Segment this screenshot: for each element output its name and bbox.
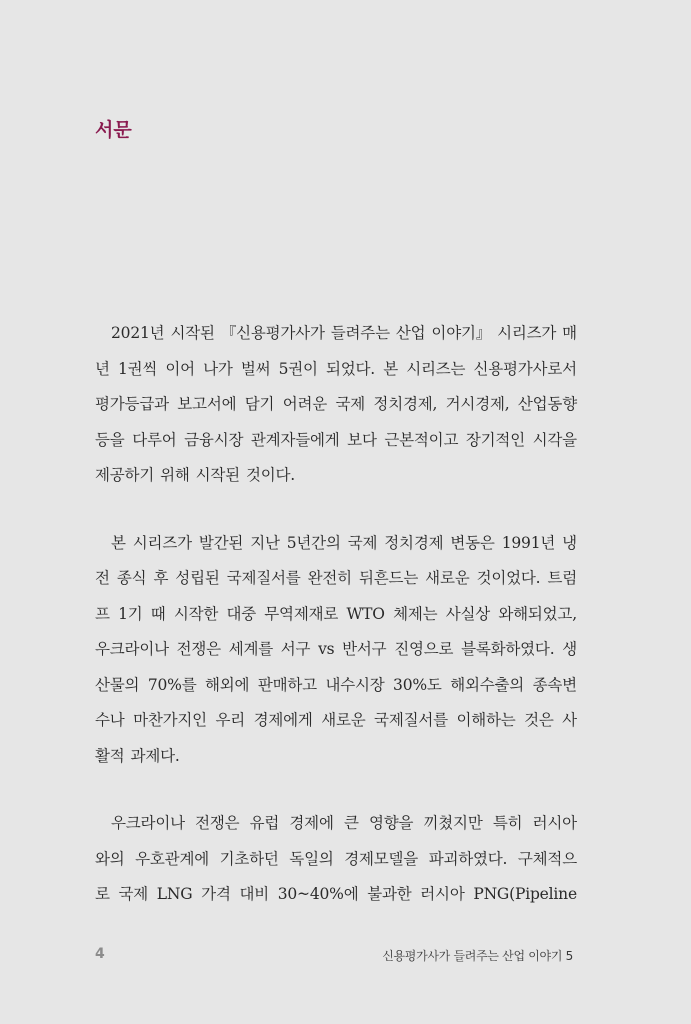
word: 것은: [524, 711, 554, 729]
word: 성립된: [175, 569, 220, 587]
word: 벌써: [240, 359, 271, 378]
word: 큰: [343, 814, 359, 832]
word: 트럼: [547, 569, 577, 587]
word: 관계자들에게: [250, 430, 340, 449]
word: 평가등급과: [95, 395, 169, 413]
word: 생: [562, 640, 577, 658]
word: 이해하는: [456, 711, 516, 729]
word: PNG(Pipeline: [473, 885, 577, 903]
text-line: [95, 877, 577, 913]
chapter-title: 서문: [95, 119, 132, 141]
word: 시리즈가: [132, 533, 192, 552]
word: 마찬가지인: [133, 711, 207, 729]
word: 후: [153, 569, 169, 587]
word: 들려주는: [330, 324, 390, 342]
word: 1991년: [501, 533, 556, 552]
word: 불과한: [367, 885, 412, 903]
word: 수나: [95, 711, 125, 729]
word: 시작한: [173, 604, 219, 623]
text-line: [95, 668, 577, 704]
word: 시작된: [170, 324, 215, 342]
word: 프: [95, 604, 110, 623]
word: 우리: [215, 711, 246, 729]
text-line: [95, 316, 577, 352]
word: 영향을: [368, 814, 414, 832]
text-line: [95, 632, 577, 668]
text-line: [95, 423, 577, 459]
word: 경제에: [289, 814, 334, 832]
word: 우호관계에: [135, 849, 210, 868]
word: 신용평가사로서: [473, 359, 577, 378]
word: 새로운: [321, 711, 366, 729]
word: 정치경제: [384, 533, 444, 552]
word: 5년간의: [286, 533, 341, 552]
word: 나가: [203, 359, 233, 378]
word: 끼쳤지만: [423, 814, 483, 832]
word: 시리즈는: [406, 359, 466, 378]
word: 종속변: [532, 675, 577, 694]
word: 체제는: [393, 604, 438, 623]
word: 국제질서를: [374, 711, 448, 729]
word: 대비: [239, 885, 269, 903]
word: 담기: [244, 395, 275, 413]
word: 산업동향: [517, 395, 577, 413]
text-line: [95, 739, 577, 775]
word: 변동은: [450, 533, 495, 552]
word: 국제질서를: [226, 569, 301, 587]
word: 것이다.: [245, 466, 296, 484]
word: 위해: [160, 466, 190, 484]
word: 우크라이나: [95, 640, 169, 658]
word: 거시경제,: [445, 395, 510, 413]
word: 러시아: [420, 885, 465, 903]
text-line: [95, 387, 577, 423]
text-line: [95, 597, 577, 633]
word: vs: [318, 640, 335, 658]
word: 장기적인: [465, 430, 525, 449]
word: 완전히: [307, 569, 352, 587]
word: 국제: [335, 395, 366, 413]
word: 독일의: [289, 849, 334, 868]
word: 대중: [226, 604, 256, 623]
word: 정치경제,: [373, 395, 438, 413]
word: 시각을: [532, 430, 577, 449]
word: 되었다.: [325, 359, 376, 378]
page-number: 4: [95, 946, 105, 962]
word: 산물의: [95, 675, 140, 694]
word: 본: [383, 359, 398, 378]
paragraph-2: [95, 526, 577, 775]
word: 『신용평가사가: [220, 324, 325, 342]
word: 30%도: [393, 675, 442, 694]
word: 세계를: [228, 640, 274, 658]
word: 판매하고: [257, 675, 317, 694]
word: 무역제재로: [264, 604, 339, 623]
word: WTO: [346, 604, 385, 623]
word: 전: [95, 569, 110, 587]
word: 경제모델을: [344, 849, 419, 868]
word: 발간된: [198, 533, 244, 552]
word: 다루어: [132, 430, 177, 449]
word: 로: [95, 885, 110, 903]
word: 근본적이고: [384, 430, 459, 449]
word: 산업: [395, 324, 426, 342]
word: 과제다.: [130, 746, 180, 765]
text-line: [95, 458, 577, 494]
word: 냉: [562, 533, 577, 552]
word: 년: [95, 359, 110, 378]
word: 해외에: [204, 675, 250, 694]
word: 반서구: [342, 640, 387, 658]
word: 해외수출의: [450, 675, 525, 694]
running-footer-title: 신용평가사가 들려주는 산업 이야기 5: [382, 949, 573, 963]
word: 특히: [492, 814, 523, 832]
word: 등을: [95, 430, 125, 449]
word: 파괴하였다.: [428, 849, 508, 868]
word: 진영으로: [394, 640, 454, 658]
text-line: [95, 352, 577, 388]
paragraph-1: [95, 316, 577, 494]
word: 사실상: [445, 604, 491, 623]
word: 금융시장: [184, 430, 244, 449]
word: 30~40%에: [277, 885, 359, 903]
word: 때: [150, 604, 166, 623]
word: 시작된: [195, 466, 240, 484]
text-line: [95, 703, 577, 739]
text-line: [95, 561, 577, 597]
word: 와해되었고,: [498, 604, 577, 623]
word: 와의: [95, 849, 125, 868]
word: 이어: [165, 359, 195, 378]
word: 기초하던: [219, 849, 279, 868]
word: 어려운: [282, 395, 328, 413]
word: 시리즈가: [497, 324, 557, 342]
word: 본: [111, 533, 126, 552]
word: 전쟁은: [176, 640, 221, 658]
word: 새로운: [425, 569, 470, 587]
word: 국제: [118, 885, 149, 903]
word: 뒤흔드는: [359, 569, 419, 587]
word: 경제에게: [253, 711, 313, 729]
word: 지난: [250, 533, 280, 552]
word: 1권씩: [117, 359, 158, 378]
word: 우크라이나: [111, 814, 185, 832]
word: 내수시장: [325, 675, 385, 694]
word: 이야기』: [431, 324, 492, 342]
word: 블록화하였다.: [461, 640, 555, 658]
word: 구체적으: [517, 849, 577, 868]
text-line: [95, 842, 577, 878]
word: 러시아: [532, 814, 577, 832]
word: 서구: [280, 640, 311, 658]
word: 매: [562, 324, 577, 342]
word: 보다: [347, 430, 377, 449]
text-line: [95, 806, 577, 842]
word: 유럽: [249, 814, 280, 832]
word: 종식: [116, 569, 147, 587]
text-line: [95, 526, 577, 562]
word: 가격: [201, 885, 231, 903]
word: 활적: [95, 746, 125, 765]
word: 1기: [118, 604, 143, 623]
paragraph-3: [95, 806, 577, 913]
word: 제공하기: [95, 466, 155, 484]
word: 것이었다.: [476, 569, 541, 587]
word: 5권이: [278, 359, 318, 378]
word: 2021년: [111, 324, 165, 342]
word: 보고서에: [177, 395, 237, 413]
word: 사: [562, 711, 577, 729]
word: 70%를: [147, 675, 197, 694]
word: 국제: [347, 533, 378, 552]
body-text: [95, 316, 577, 945]
word: LNG: [156, 885, 193, 903]
word: 전쟁은: [195, 814, 240, 832]
